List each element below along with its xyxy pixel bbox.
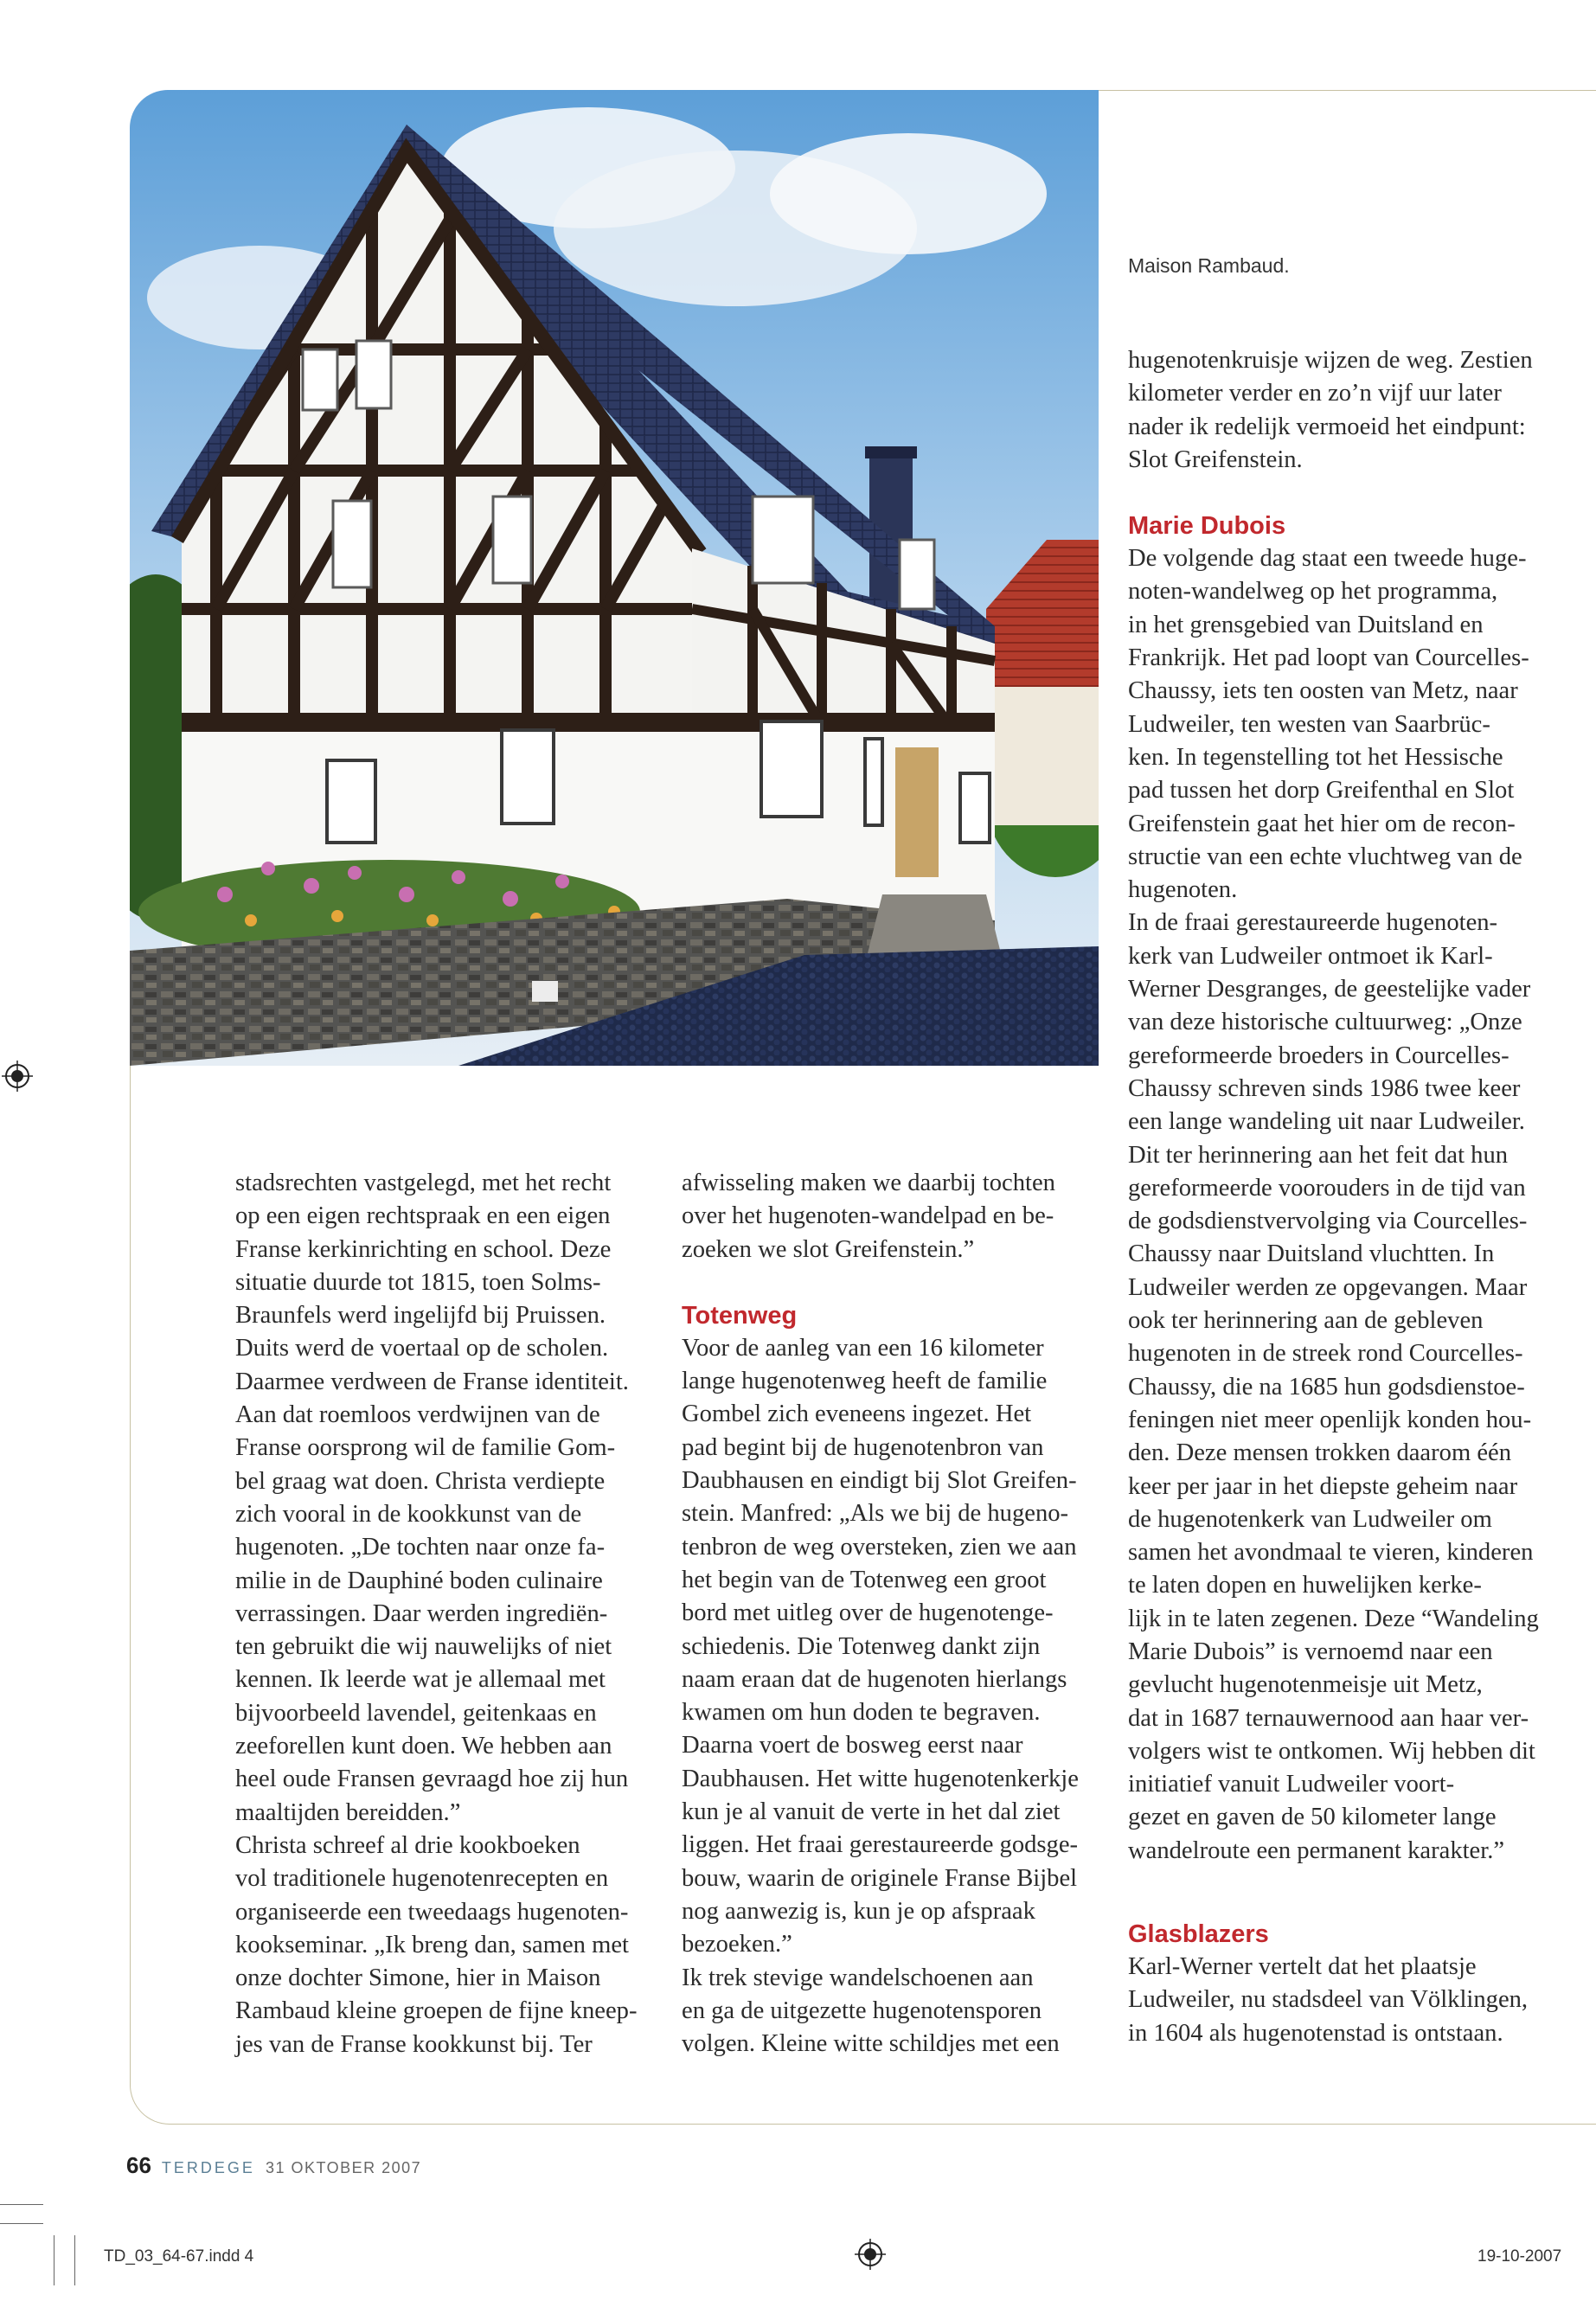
text-line: bord met uitleg over de hugenotenge- — [682, 1599, 1054, 1627]
text-line: kun je al vanuit de verte in het dal ziet — [682, 1798, 1061, 1826]
text-line: te laten dopen en huwelijken kerke- — [1128, 1572, 1482, 1599]
text-line: pad begint bij de hugenotenbron van — [682, 1433, 1044, 1461]
text-line: Frankrijk. Het pad loopt van Courcelles- — [1128, 644, 1529, 672]
section-heading-glasblazers: Glasblazers — [1128, 1920, 1269, 1949]
text-line: heel oude Fransen gevraagd hoe zij hun — [235, 1766, 629, 1793]
text-line: Werner Desgranges, de geestelijke vader — [1128, 976, 1531, 1003]
text-line: Karl-Werner vertelt dat het plaatsje — [1128, 1953, 1477, 1981]
text-line: in 1604 als hugenotenstad is ontstaan. — [1128, 2019, 1503, 2047]
text-line: volgers wist te ontkomen. Wij hebben dit — [1128, 1737, 1535, 1765]
text-line: Dit ter herinnering aan het feit dat hun — [1128, 1141, 1509, 1169]
text-line: milie in de Dauphiné boden culinaire — [235, 1567, 603, 1594]
text-line: stadsrechten vastgelegd, met het recht — [235, 1170, 612, 1196]
text-line: Duits werd de voertaal op de scholen. — [235, 1335, 609, 1362]
text-line: zeeforellen kunt doen. We hebben aan — [235, 1733, 612, 1760]
text-line: Ludweiler, nu stadsdeel van Völklingen, — [1128, 1986, 1529, 2014]
text-line: bijvoorbeeld lavendel, geitenkaas en — [235, 1699, 597, 1727]
text-line: Daubhausen. Het witte hugenotenkerkje — [682, 1765, 1079, 1792]
column-1 — [235, 1167, 651, 2061]
text-line: vol traditionele hugenotenrecepten en — [235, 1865, 609, 1893]
text-line: bouw, waarin de originele Franse Bijbel — [682, 1864, 1078, 1892]
text-line: Daarmee verdween de Franse identiteit. — [235, 1368, 629, 1395]
text-line: kerk van Ludweiler ontmoet ik Karl- — [1128, 942, 1493, 970]
text-line: gereformeerde voorouders in de tijd van — [1128, 1174, 1526, 1202]
text-line: Franse oorsprong wil de familie Gom- — [235, 1434, 616, 1462]
page-number: 66 — [126, 2152, 151, 2178]
text-line: organiseerde een tweedaags hugenoten- — [235, 1898, 629, 1926]
section-heading-marie-dubois: Marie Dubois — [1128, 512, 1286, 541]
text-line: Chaussy, iets ten oosten van Metz, naar — [1128, 677, 1518, 705]
text-line: gereformeerde broeders in Courcelles- — [1128, 1042, 1509, 1069]
text-line: Greifenstein gaat het hier om de recon- — [1128, 810, 1516, 837]
text-line: Braunfels werd ingelijfd bij Pruissen. — [235, 1302, 606, 1330]
text-line: zoeken we slot Greifenstein.” — [682, 1235, 975, 1263]
text-line: Franse kerkinrichting en school. Deze — [235, 1235, 612, 1263]
crop-mark — [0, 2223, 43, 2224]
text-line: Ik trek stevige wandelschoenen aan — [682, 1964, 1034, 1991]
text-line: noten-wandelweg op het programma, — [1128, 578, 1498, 606]
column-2 — [682, 1167, 1097, 2061]
text-line: op een eigen rechtspraak en een eigen — [235, 1202, 611, 1230]
text-line: de godsdienstvervolging via Courcelles- — [1128, 1208, 1528, 1235]
text-line: hugenotenkruisje wijzen de weg. Zestien — [1128, 347, 1533, 374]
text-line: structie van een echte vluchtweg van de — [1128, 843, 1522, 870]
text-line: ten gebruikt die wij nauwelijks of niet — [235, 1633, 612, 1661]
text-line: kwamen om hun doden te begraven. — [682, 1699, 1041, 1727]
text-line: liggen. Het fraai gerestaureerde godsge- — [682, 1831, 1079, 1859]
text-line: het begin van de Totenweg een groot — [682, 1566, 1047, 1593]
text-line: In de fraai gerestaureerde hugenoten- — [1128, 909, 1498, 937]
text-line: ook ter herinnering aan de gebleven — [1128, 1307, 1484, 1335]
text-line: van deze historische cultuurweg: „Onze — [1128, 1009, 1522, 1036]
text-line: kennen. Ik leerde wat je allemaal met — [235, 1666, 606, 1694]
text-line: Chaussy naar Duitsland vluchtten. In — [1128, 1240, 1495, 1268]
text-line: nog aanwezig is, kun je op afspraak — [682, 1897, 1035, 1925]
text-line: wandelroute een permanent karakter.” — [1128, 1836, 1505, 1864]
text-line: maaltijden bereidden.” — [235, 1798, 461, 1826]
registration-mark-icon — [855, 2239, 886, 2270]
text-line: schiedenis. Die Totenweg dankt zijn — [682, 1632, 1041, 1660]
crop-mark — [0, 2204, 43, 2205]
text-line: dat in 1687 ternauwernood aan haar ver- — [1128, 1704, 1529, 1732]
text-line: bel graag wat doen. Christa verdiepte — [235, 1467, 606, 1495]
text-line: gevlucht hugenotenmeisje uit Metz, — [1128, 1671, 1483, 1699]
text-line: pad tussen het dorp Greifenthal en Slot — [1128, 777, 1515, 804]
text-line: Chaussy, die na 1685 hun godsdienstoe- — [1128, 1373, 1525, 1400]
text-line: jes van de Franse kookkunst bij. Ter — [235, 2030, 593, 2058]
text-line: lange hugenotenweg heeft de familie — [682, 1368, 1048, 1395]
page-footer — [126, 2152, 421, 2179]
text-line: den. Deze mensen trokken daarom één — [1128, 1439, 1512, 1467]
text-line: tenbron de weg oversteken, zien we aan — [682, 1533, 1077, 1561]
text-line: en ga de uitgezette hugenotensporen — [682, 1997, 1042, 2024]
text-line: hugenoten in de streek rond Courcelles- — [1128, 1340, 1523, 1368]
text-line: naam eraan dat de hugenoten hierlangs — [682, 1665, 1067, 1693]
slug-date: 19-10-2007 — [1477, 2247, 1562, 2266]
section-heading-totenweg: Totenweg — [682, 1301, 798, 1330]
text-line: Slot Greifenstein. — [1128, 445, 1303, 473]
text-line: bezoeken.” — [682, 1931, 792, 1958]
text-line: Rambaud kleine groepen de fijne kneep- — [235, 1997, 638, 2025]
text-line: Ludweiler werden ze opgevangen. Maar — [1128, 1273, 1528, 1301]
text-line: afwisseling maken we daarbij tochten — [682, 1170, 1055, 1196]
text-line: De volgende dag staat een tweede huge- — [1128, 545, 1527, 573]
text-line: in het grensgebied van Duitsland en — [1128, 611, 1484, 638]
magazine-name: TERDEGE — [161, 2159, 255, 2176]
photo-caption: Maison Rambaud. — [1128, 254, 1290, 277]
text-line: Gombel zich eveneens ingezet. Het — [682, 1400, 1032, 1428]
text-line: een lange wandeling uit naar Ludweiler. — [1128, 1108, 1525, 1136]
text-line: Aan dat roemloos verdwijnen van de — [235, 1401, 600, 1429]
text-line: feningen niet meer openlijk konden hou- — [1128, 1406, 1532, 1433]
text-line: ken. In tegenstelling tot het Hessische — [1128, 743, 1503, 771]
text-line: kilometer verder en zo’n vijf uur later — [1128, 380, 1502, 407]
text-line: de hugenotenkerk van Ludweiler om — [1128, 1505, 1492, 1533]
text-line: Marie Dubois” is vernoemd naar een — [1128, 1638, 1493, 1665]
text-line: onze dochter Simone, hier in Maison — [235, 1965, 601, 1992]
text-line: hugenoten. „De tochten naar onze fa- — [235, 1534, 606, 1561]
text-line: Daarna voert de bosweg eerst naar — [682, 1732, 1023, 1759]
text-line: Christa schreef al drie kookboeken — [235, 1831, 580, 1859]
registration-mark-icon — [2, 1061, 33, 1092]
text-line: Ludweiler, ten westen van Saarbrüc- — [1128, 710, 1490, 738]
text-line: zich vooral in de kookkunst van de — [235, 1500, 582, 1528]
text-line: volgen. Kleine witte schildjes met een — [682, 2030, 1060, 2058]
text-line: lijk in te laten zegenen. Deze “Wandeling — [1128, 1605, 1539, 1632]
text-line: stein. Manfred: „Als we bij de hugeno- — [682, 1500, 1069, 1528]
text-line: verrassingen. Daar werden ingrediën- — [235, 1599, 608, 1627]
text-line: over het hugenoten-wandelpad en be- — [682, 1202, 1054, 1230]
column-3 — [1128, 344, 1561, 2050]
text-line: samen het avondmaal te vieren, kinderen — [1128, 1539, 1534, 1567]
text-line: hugenoten. — [1128, 876, 1238, 904]
text-line: Daubhausen en eindigt bij Slot Greifen- — [682, 1467, 1077, 1495]
text-line: kookseminar. „Ik breng dan, samen met — [235, 1931, 629, 1958]
slug-filename: TD_03_64-67.indd 4 — [104, 2247, 254, 2266]
text-line: situatie duurde tot 1815, toen Solms- — [235, 1268, 601, 1296]
issue-date: 31 OKTOBER 2007 — [265, 2159, 422, 2176]
text-line: initiatief vanuit Ludweiler voort- — [1128, 1771, 1455, 1798]
text-line: gezet en gaven de 50 kilometer lange — [1128, 1804, 1497, 1831]
text-line: Chaussy schreven sinds 1986 twee keer — [1128, 1074, 1521, 1102]
text-line: keer per jaar in het diepste geheim naar — [1128, 1472, 1518, 1500]
text-line: nader ik redelijk vermoeid het eindpunt: — [1128, 413, 1526, 440]
house-photo — [130, 90, 1099, 1066]
text-line: Voor de aanleg van een 16 kilometer — [682, 1334, 1044, 1362]
crop-mark — [74, 2235, 75, 2285]
